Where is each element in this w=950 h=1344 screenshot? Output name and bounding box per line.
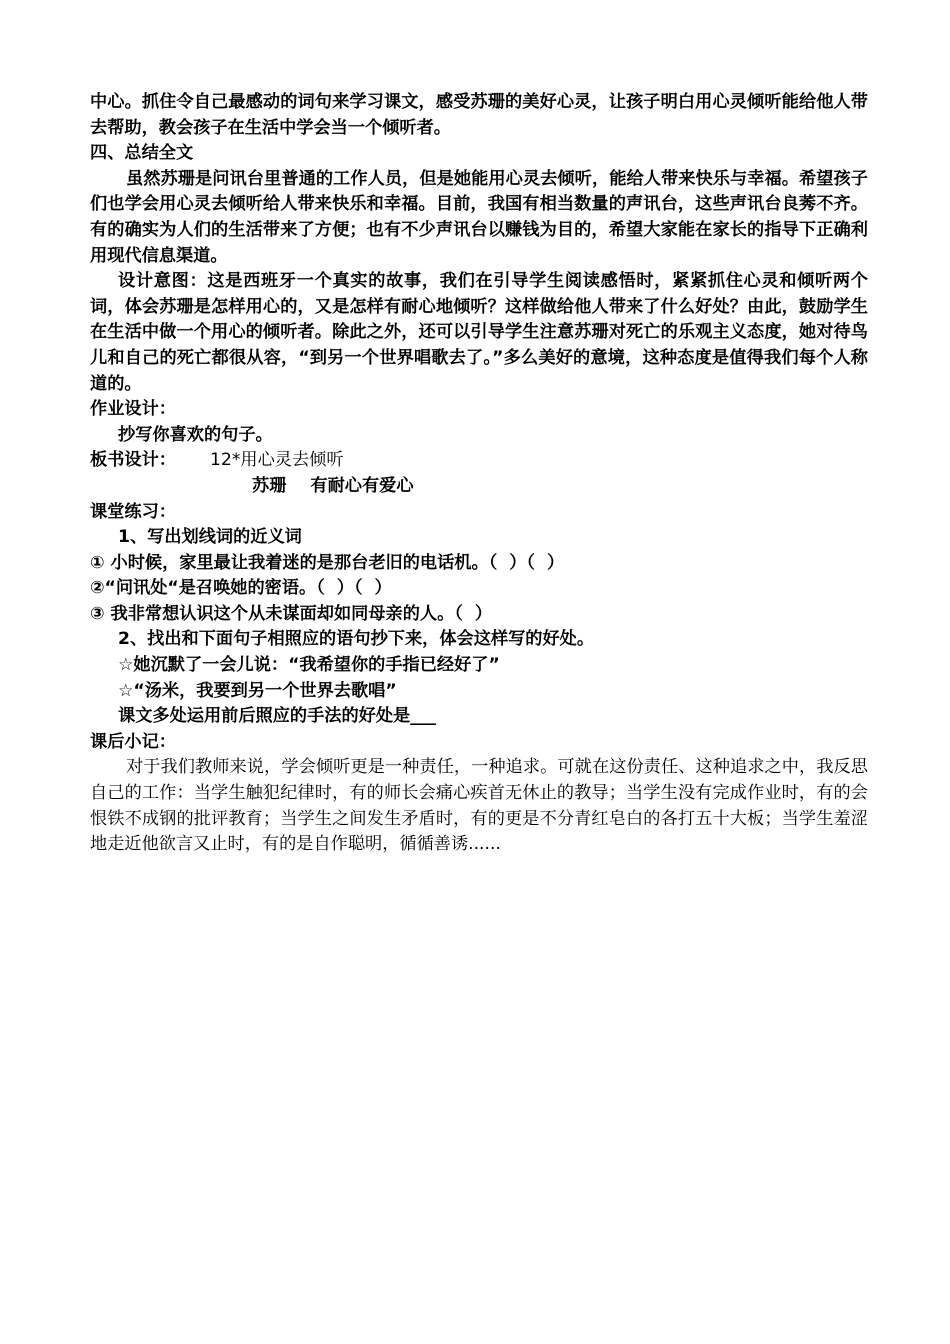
practice-quote-1: ☆她沉默了一会儿说：“我希望你的手指已经好了” <box>118 655 500 676</box>
practice-item-2: ②“问讯处“是召唤她的密语。（ ）（ ） <box>90 578 392 599</box>
practice-benefit-question: 课文多处运用前后照应的手法的好处是___ <box>118 706 436 727</box>
practice-quote-2: ☆“汤米，我要到另一个世界去歌唱” <box>118 680 397 701</box>
afterword-paragraph: 对于我们教师来说，学会倾听更是一种责任，一种追求。可就在这份责任、这种追求之中，我反思自己的工作：当学生触犯纪律时，有的师长会痛心疾首无休止的教导；当学生没有完成作业时，有的会恨铁不成钢的批评教育；当学生之间发生矛盾时，有的更是不分青红皂白的各打五十大板；当学生羞涩地走近他欲言又止时，有的是自作聪明，循循善诱...... <box>90 757 868 855</box>
board-design-line <box>90 448 868 474</box>
board-design-title: 12*用心灵去倾听 <box>209 450 344 471</box>
section-4-heading: 四、总结全文 <box>90 143 194 164</box>
practice-question-2: 2、找出和下面句子相照应的语句抄下来，体会这样写的好处。 <box>118 629 595 650</box>
board-design-traits: 有耐心有爱心 <box>310 475 414 496</box>
design-intent-paragraph: 设计意图：这是西班牙一个真实的故事，我们在引导学生阅读感悟时，紧紧抓住心灵和倾听两个词，体会苏珊是怎样用心的，又是怎样有耐心地倾听？这样做给他人带来了什么好处？由此，鼓励学生在生活中做一个用心的倾听者。除此之外，还可以引导学生注意苏珊对死亡的乐观主义态度，她对待鸟儿和自己的死亡都很从容，“到另一个世界唱歌去了。”多么美好的意境，这种态度是值得我们每个人称道的。 <box>90 271 868 394</box>
practice-item-3: ③ 我非常想认识这个从未谋面却如同母亲的人。（ ） <box>90 603 493 624</box>
practice-item-1: ① 小时候，家里最让我着迷的是那台老旧的电话机。（ ）（ ） <box>90 552 565 573</box>
practice-heading: 课堂练习： <box>90 501 176 522</box>
practice-question-1: 1、写出划线词的近义词 <box>118 527 302 548</box>
afterword-heading: 课后小记： <box>90 731 176 752</box>
section-4-paragraph: 虽然苏珊是问讯台里普通的工作人员，但是她能用心灵去倾听，能给人带来快乐与幸福。希望孩子们也学会用心灵去倾听给人带来快乐和幸福。目前，我国有相当数量的声讯台，这些声讯台良莠不齐。有的确实为人们的生活带来了方便；也有不少声讯台以赚钱为目的，希望大家能在家长的指导下正确利用现代信息渠道。 <box>90 168 868 266</box>
board-design-label: 板书设计： <box>90 450 176 471</box>
homework-heading: 作业设计： <box>90 399 176 420</box>
board-design-name: 苏珊 <box>252 475 287 496</box>
board-design-line-2 <box>90 474 868 500</box>
homework-content: 抄写你喜欢的句子。 <box>118 424 273 445</box>
document-page <box>90 90 868 858</box>
intro-paragraph: 中心。抓住令自己最感动的词句来学习课文，感受苏珊的美好心灵，让孩子明白用心灵倾听能给他人带去帮助，教会孩子在生活中学会当一个倾听者。 <box>90 92 868 138</box>
